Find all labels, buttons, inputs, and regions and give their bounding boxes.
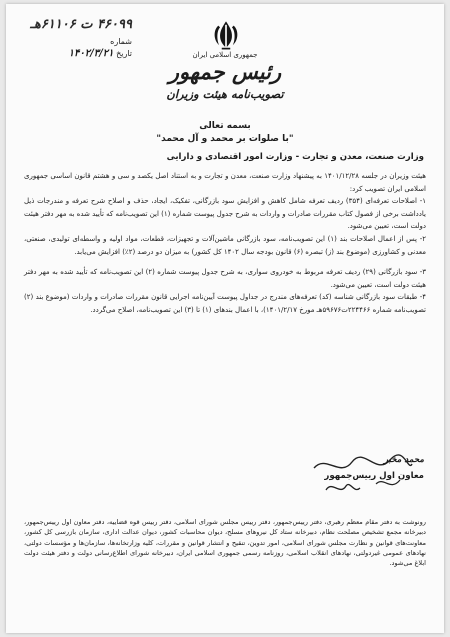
salawat: "با صلوات بر محمد و آل محمد" xyxy=(156,134,294,144)
body-item-4: ۴- طبقات سود بازرگانی شناسه (کد) تعرفه‌های مندرج در جداول پیوست آیین‌نامه اجرایی قانون مقررات صادرات و واردات (موضوع بند (۲) تصویب‌نامه شماره ۲۲۴۴۶۶ت۵۹۶۷۶هـ مورخ ۱۴۰۱/۲/۱۷)، با اعمال بندهای (۱) تا (۳) این تصویب‌نامه، اصلاح می‌گردد. xyxy=(24,293,426,314)
copies-distribution xyxy=(24,517,426,568)
body-item-3: ۳- سود بازرگانی (۲۹) ردیف تعرفه مربوط به خودروی سواری، به شرح جدول پیوست شماره (۲) این تصویب‌نامه که تأیید شده به مهر دفتر هیئت دولت است، تعیین می‌شود. xyxy=(24,268,426,289)
decree-body xyxy=(24,170,426,317)
reference-date-value: ۱۴۰۲/۳/۲۱ xyxy=(68,48,114,59)
body-item-1: ۱- اصلاحات تعرفه‌ای (۳۵۴) ردیف تعرفه شامل کاهش و افزایش سود بازرگانی، تفکیک، ایجاد، حذف و اصلاح شرح تعرفه و مندرجات ذیل یادداشت برخی از فصول کتاب مقررات صادرات و واردات به شرح جدول پیوست شماره (۱) این تصویب‌نامه که تأیید شده به مهر دفتر هیئت دولت است، تعیین می‌شود. xyxy=(24,197,426,231)
reference-number-label: شماره xyxy=(110,37,132,46)
copies-text: رونوشت به دفتر مقام معظم رهبری، دفتر رییس‌جمهور، دفتر رییس مجلس شورای اسلامی، دفتر رییس قوه قضاییه، دفتر معاون اول رییس‌جمهور، دبیرخانه مجمع تشخیص مصلحت نظام، دبیرخانه ستاد کل نیروهای مسلح، دیوان محاسبات کشور، دیوان عدالت اداری، سازمان بازرسی کل کشور، معاونت‌های قوانین و نظارت مجلس شورای اسلامی، امور تدوین، تنقیح و انتشار قوانین و مقررات، کلیه وزارتخانه‌ها، سازمان‌ها و مؤسسات دولتی، نهادهای عمومی غیردولتی، نهادهای انقلاب اسلامی، روزنامه رسمی جمهوری اسلامی ایران، دبیرخانه شورای اطلاع‌رسانی دولت و دفتر هیئت دولت ابلاغ می‌شود. xyxy=(24,518,426,568)
reference-number-value: ۴۶۰۹۹ ت ۶۱۱۰۶هـ xyxy=(30,17,132,32)
reference-date xyxy=(12,48,132,59)
reference-date-label: تاریخ xyxy=(116,49,132,58)
decree-page xyxy=(6,4,444,633)
reference-number xyxy=(12,17,132,32)
letterhead-subtitle: تصویب‌نامه هیئت وزیران xyxy=(166,87,284,101)
reference-number-row xyxy=(12,37,132,46)
iran-emblem-icon xyxy=(209,18,243,52)
body-intro: هیئت وزیران در جلسه ۱۴۰۱/۱۲/۲۸ به پیشنهاد وزارت صنعت، معدن و تجارت و به استناد اصل یکصد و سی و هشتم قانون اساسی جمهوری اسلامی ایران تصویب کرد: xyxy=(24,172,426,193)
signatory-title: معاون اول رییس‌جمهور xyxy=(324,471,424,481)
recipients: وزارت صنعت، معدن و تجارت - وزارت امور اقتصادی و دارایی xyxy=(166,152,424,162)
letterhead-republic: جمهوری اسلامی ایران xyxy=(192,51,258,59)
letterhead-office: رئیس جمهور xyxy=(168,59,282,84)
basmala: بسمه تعالی xyxy=(199,121,251,131)
body-item-2: ۲- پس از اعمال اصلاحات بند (۱) این تصویب‌نامه، سود بازرگانی ماشین‌آلات و تجهیزات، قطعات، مواد اولیه و واسطه‌ای تولیدی، صنعتی، معدنی و کشاورزی (موضوع بند (ز) تبصره (۶) قانون بودجه سال ۱۴۰۲ کل کشور) به میزان دو درصد (۲٪) افزایش می‌یابد. xyxy=(24,234,426,256)
signatory-name: محمد مخبر xyxy=(383,455,424,465)
